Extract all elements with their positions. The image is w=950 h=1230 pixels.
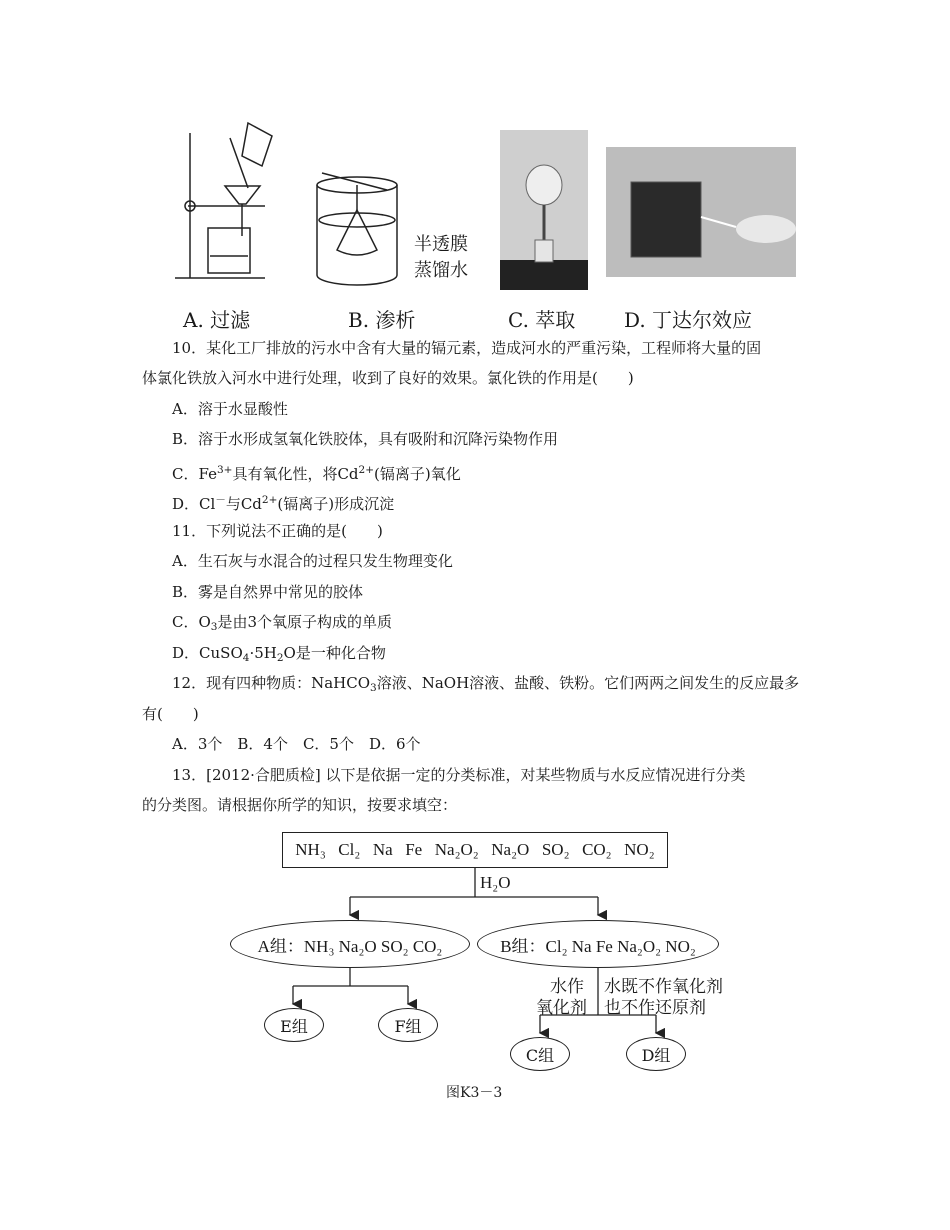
substance-item: SO₂ xyxy=(541,840,570,859)
group-c-ellipse xyxy=(510,1037,570,1071)
caption-dialysis: B. 渗析 xyxy=(348,308,416,332)
q13-stem-line1: 13．[2012·合肥质检] 以下是依据一定的分类标准，对某些物质与水反应情况进行分类 xyxy=(172,766,746,784)
branch-neither-line1: 水既不作氧化剂 xyxy=(604,977,723,997)
substance-item: CO₂ xyxy=(582,840,612,859)
substance-item: Fe xyxy=(405,840,423,859)
q11-option-a: A．生石灰与水混合的过程只发生物理变化 xyxy=(172,552,453,570)
q10-option-a: A．溶于水显酸性 xyxy=(172,400,288,418)
group-c-label: C组 xyxy=(525,1045,555,1065)
membrane-label: 半透膜 xyxy=(414,234,468,255)
group-d-ellipse xyxy=(626,1037,686,1071)
q11-stem: 11．下列说法不正确的是( ) xyxy=(172,522,383,540)
q10-option-c: C．$Fe^{3+}$具有氧化性，将$Cd^{2+}$(镉离子)氧化 xyxy=(172,464,461,483)
group-d-label: D组 xyxy=(641,1045,671,1065)
branch-oxidant-line2: 氧化剂 xyxy=(536,998,587,1018)
q12-options: A．3个 B．4个 C．5个 D．6个 xyxy=(172,735,421,753)
substance-item: Cl₂ xyxy=(338,840,361,859)
group-f-ellipse xyxy=(378,1008,438,1042)
substance-item: Na₂O₂ xyxy=(434,840,479,859)
group-a-label: A组：NH₃ Na₂O SO₂ CO₂ xyxy=(257,936,443,956)
group-e-ellipse xyxy=(264,1008,324,1042)
reagent-label: H₂O xyxy=(480,873,511,892)
caption-tyndall: D. 丁达尔效应 xyxy=(624,308,753,332)
substance-item: NH₃ xyxy=(295,840,326,859)
q12-stem-line1: 12．现有四种物质：NaHCO$_3$溶液、NaOH溶液、盐酸、铁粉。它们两两之间发生的反应最多 xyxy=(172,674,800,694)
q12-stem-line2: 有( ) xyxy=(142,705,199,723)
q11-option-d: D．$CuSO_4\cdot 5H_2O$是一种化合物 xyxy=(172,644,386,664)
group-e-label: E组 xyxy=(280,1016,308,1036)
distilled-water-label: 蒸馏水 xyxy=(414,260,468,281)
q11-option-b: B．雾是自然界中常见的胶体 xyxy=(172,583,364,601)
branch-oxidant-line1: 水作 xyxy=(550,977,584,997)
substances-box xyxy=(282,832,668,868)
q11-option-c: C．$O_3$是由3个氧原子构成的单质 xyxy=(172,613,393,633)
substance-item: Na₂O xyxy=(491,840,530,859)
group-b-ellipse xyxy=(477,920,719,968)
caption-filtration: A. 过滤 xyxy=(183,308,251,332)
figure-caption: 图K3－3 xyxy=(446,1085,503,1101)
group-b-label: B组：Cl₂ Na Fe Na₂O₂ NO₂ xyxy=(500,936,696,956)
q10-stem-line1: 10．某化工厂排放的污水中含有大量的镉元素，造成河水的严重污染，工程师将大量的固 xyxy=(172,339,762,357)
substance-item: NO₂ xyxy=(624,840,655,859)
group-a-ellipse xyxy=(230,920,470,968)
q10-option-d: D．Cl－与$Cd^{2+}$(镉离子)形成沉淀 xyxy=(172,494,395,513)
q13-stem-line2: 的分类图。请根据你所学的知识，按要求填空： xyxy=(142,796,458,814)
substance-item: Na xyxy=(372,840,393,859)
caption-extraction: C. 萃取 xyxy=(508,308,576,332)
q10-stem-line2: 体氯化铁放入河水中进行处理，收到了良好的效果。氯化铁的作用是( ) xyxy=(142,369,634,387)
q10-option-b: B．溶于水形成氢氧化铁胶体，具有吸附和沉降污染物作用 xyxy=(172,430,559,448)
group-f-label: F组 xyxy=(394,1016,422,1036)
branch-neither-line2: 也不作还原剂 xyxy=(604,998,706,1018)
